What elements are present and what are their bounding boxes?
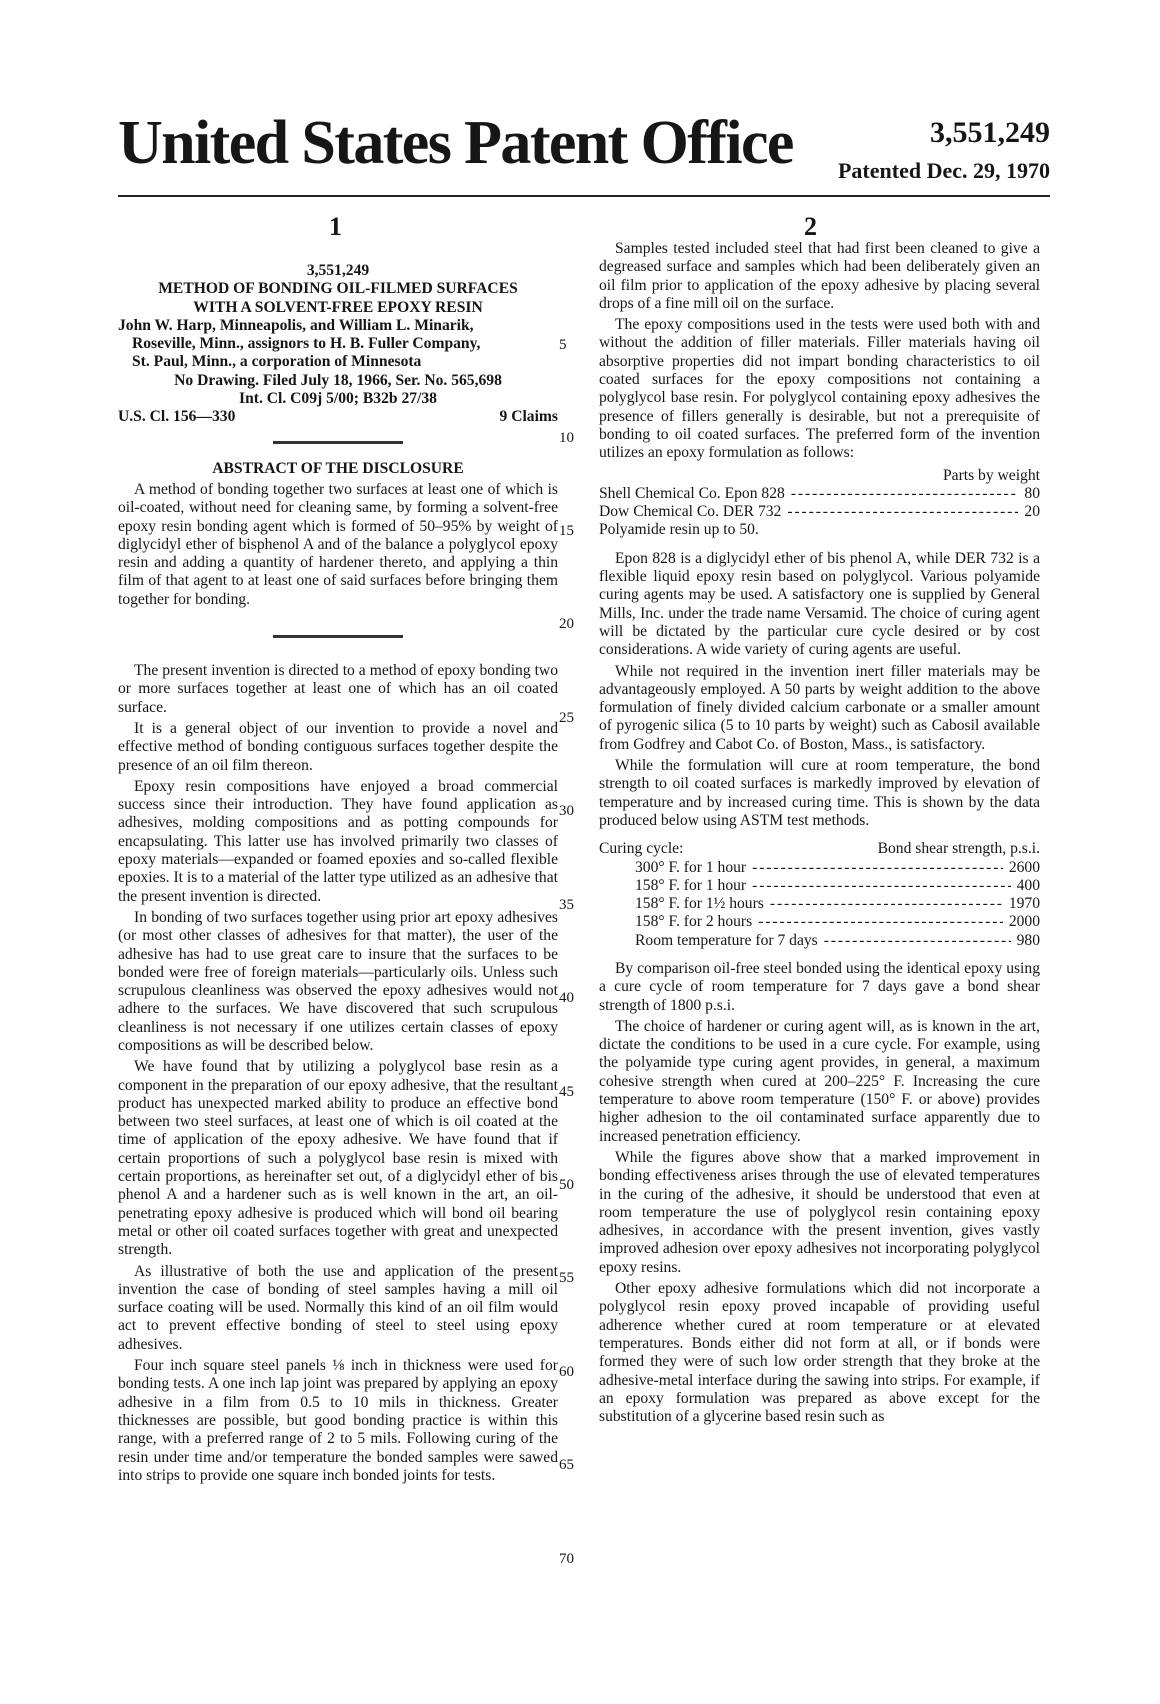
paragraph: We have found that by utilizing a polyglycol base resin as a component in the preparation of our epoxy adhesive, that the resultant product has unexpected marked ability to produce an effective bond between two steel surfaces, at least one of which is oil coated at the time of application of the epoxy adhesive. We have found that if certain proportions of such a polyglycol base resin is mixed with certain proportions, as hereinafter set out, of a diglycidyl ether of bis phenol A and a hardener such as is well known in the art, an oil-penetrating epoxy adhesive is produced which will bond oil bearing metal or other oil coated surfaces together with great and unexpected strength. <box>118 1058 558 1259</box>
leader-dots <box>824 932 1011 950</box>
line-number: 40 <box>559 990 574 1006</box>
paragraph: Four inch square steel panels ⅛ inch in thickness were used for bonding tests. A one inch lap joint was prepared by applying an epoxy adhesive in a film from 0.5 to 10 mils in thickness. Greater thicknesses are possible, but good bonding practice is within this range, with a preferred range of 2 to 5 mils. Following curing of the resin under time and/or temperature the bonded samples were sawed into strips to provide one square inch bonded joints for tests. <box>118 1357 558 1484</box>
paragraph: Epon 828 is a diglycidyl ether of bis phenol A, while DER 732 is a flexible liquid epoxy resin based on polyglycol. Various polyamide curing agents may be used. A satisfactory one is supplied by General Mills, Inc. under the trade name Versamid. The choice of curing agent will be dictated by the particular cure cycle desired or by cost considerations. A wide variety of curing agents are useful. <box>599 549 1040 659</box>
paragraph: The choice of hardener or curing agent will, as is known in the art, dictate the conditions to be used in a cure cycle. For example, using the polyamide type curing agent provides, in general, a maximum cohesive strength when cured at 200–225° F. Increasing the cure temperature to above room temperature (150° F. or above) provides higher adhesion to the oil contaminated surface apparently due to increased penetration efficiency. <box>599 1017 1040 1145</box>
cure-row <box>599 859 1040 877</box>
section-rule <box>273 441 403 444</box>
cure-strength: 2000 <box>1008 913 1040 931</box>
paragraph: While not required in the invention inert filler materials may be advantageously employed. A 50 parts by weight addition to the above formulation of finely divided calcium carbonate or a smaller amount of pyrogenic silica (5 to 10 parts by weight) such as Cabosil available from Godfrey and Cabot Co. of Boston, Mass., is satisfactory. <box>599 662 1040 753</box>
cure-cycle: 158° F. for 2 hours <box>635 913 753 931</box>
line-number: 25 <box>559 710 574 726</box>
formulation-table <box>599 467 1040 540</box>
leader-dots <box>752 877 1011 895</box>
leader-dots <box>770 895 1003 913</box>
formulation-last: Polyamide resin up to 50. <box>599 521 759 539</box>
formulation-row <box>599 485 1040 503</box>
paragraph: Epoxy resin compositions have enjoyed a broad commercial success since their introduction. They have found application as adhesives, molding compositions and as potting compounds for encapsulating. This latter use has involved primarily two classes of epoxy materials—expanded or foamed epoxies and so-called flexible epoxies. It is to a material of the latter type utilized as an adhesive that the present invention is directed. <box>118 777 558 905</box>
filing-line: No Drawing. Filed July 18, 1966, Ser. No. 565,698 <box>174 371 502 389</box>
cure-row <box>599 913 1040 931</box>
line-number: 30 <box>559 803 574 819</box>
patent-number-small: 3,551,249 <box>306 262 370 279</box>
line-number: 55 <box>559 1270 574 1286</box>
claims-count: 9 Claims <box>499 408 558 426</box>
int-cl-line: Int. Cl. C09j 5/00; B32b 27/38 <box>239 390 437 408</box>
line-number: 10 <box>559 430 574 446</box>
paragraph: It is a general object of our invention to provide a novel and effective method of bonding contiguous surfaces together despite the presence of an oil film thereon. <box>118 719 558 774</box>
cure-table <box>599 840 1040 950</box>
paragraph: While the formulation will cure at room temperature, the bond strength to oil coated surfaces is markedly improved by elevation of temperature and by increased curing time. This is shown by the data produced below using ASTM test methods. <box>599 757 1040 829</box>
paragraph: In bonding of two surfaces together using prior art epoxy adhesives (or most other classes of adhesives for that matter), the user of the adhesive has had to use great care to insure that the surfaces to be bonded were free of foreign materials—particularly oils. Unless such scrupulous cleanliness was observed the epoxy adhesives would not adhere to the surfaces. We have discovered that such scrupulous cleanliness is not necessary if one utilizes certain classes of epoxy compositions as will be described below. <box>118 908 558 1054</box>
paragraph: Other epoxy adhesive formulations which did not incorporate a polyglycol resin epoxy proved incapable of providing useful adherence whether cured at room temperature or at elevated temperatures. Bonds either did not form at all, or if bonds were formed they were of such low order strength that they broke at the adhesive-metal interface during the sawing into strips. For example, if an epoxy formulation was prepared as above except for the substitution of a glycerine based resin such as <box>599 1280 1040 1426</box>
cure-strength: 400 <box>1016 876 1040 894</box>
cure-cycle: 300° F. for 1 hour <box>635 858 747 876</box>
strength-col-header: Bond shear strength, p.s.i. <box>877 840 1040 858</box>
inventor-line-1: John W. Harp, Minneapolis, and William L. Minarik, <box>118 316 474 334</box>
us-class: U.S. Cl. 156—330 <box>118 408 236 426</box>
formulation-value: 20 <box>1024 503 1040 521</box>
leader-dots <box>752 859 1003 877</box>
cure-cycle: 158° F. for 1 hour <box>635 876 747 894</box>
cure-row <box>599 932 1040 950</box>
cure-col-header: Curing cycle: <box>599 840 684 858</box>
formulation-name: Dow Chemical Co. DER 732 <box>599 503 782 521</box>
paragraph: While the figures above show that a marked improvement in bonding effectiveness arises through the use of elevated temperatures in the curing of the adhesive, it should be understood that even at room temperature the use of polyglycol resin containing epoxy adhesives, in accordance with the present invention, gives vastly improved adhesion over epoxy adhesives not incorporating polyglycol epoxy resins. <box>599 1148 1040 1276</box>
leader-dots <box>791 485 1019 503</box>
formulation-header: Parts by weight <box>942 466 1040 484</box>
cure-table-header <box>599 840 1040 858</box>
line-number: 20 <box>559 616 574 632</box>
cure-strength: 2600 <box>1008 858 1040 876</box>
section-rule <box>273 635 403 638</box>
cure-row <box>599 877 1040 895</box>
paragraph: Samples tested included steel that had first been cleaned to give a degreased surface and samples which had been deliberately given an oil film prior to application of the epoxy adhesive by placing several drops of a fine mill oil on the surface. <box>599 240 1040 312</box>
abstract-heading: ABSTRACT OF THE DISCLOSURE <box>212 459 464 477</box>
column-number-1: 1 <box>329 212 342 241</box>
patented-date: Patented Dec. 29, 1970 <box>837 158 1050 183</box>
line-number: 15 <box>559 523 574 539</box>
paragraph: The present invention is directed to a method of epoxy bonding two or more surfaces together at least one of which has an oil coated surface. <box>118 662 558 716</box>
paragraph: By comparison oil-free steel bonded using the identical epoxy using a cure cycle of room temperature for 7 days gave a bond shear strength of 1800 p.s.i. <box>599 959 1040 1014</box>
line-number: 50 <box>559 1177 574 1193</box>
formulation-name: Shell Chemical Co. Epon 828 <box>599 484 785 502</box>
line-number: 5 <box>559 337 567 353</box>
leader-dots <box>787 503 1018 521</box>
header-rule <box>118 195 1050 197</box>
office-title: United States Patent Office <box>118 109 793 177</box>
cure-row <box>599 895 1040 913</box>
cure-strength: 1970 <box>1008 895 1040 913</box>
abstract-text: A method of bonding together two surfaces at least one of which is oil-coated, without need for cleaning same, by forming a solvent-free epoxy resin bonding agent which is formed of 50–95% by weight of diglycidyl ether of bisphenol A and of the balance a polyglycol epoxy resin and adding a quantity of hardener thereto, and applying a thin film of that agent to at least one of said surfaces before bringing them together for bonding. <box>118 480 558 608</box>
line-number: 35 <box>559 897 574 913</box>
paragraph: As illustrative of both the use and application of the present invention the case of bonding of steel samples having a mill oil surface coating will be used. Normally this kind of an oil film would act to prevent effective bonding of steel to steel using epoxy adhesives. <box>118 1262 558 1353</box>
line-number: 70 <box>559 1551 574 1567</box>
column-number-2: 2 <box>804 212 817 241</box>
title-line-1: METHOD OF BONDING OIL-FILMED SURFACES <box>158 280 518 298</box>
cure-cycle: Room temperature for 7 days <box>635 931 818 949</box>
formulation-value: 80 <box>1024 484 1040 502</box>
class-claims-row <box>118 408 558 426</box>
patent-number: 3,551,249 <box>930 116 1050 149</box>
right-column <box>599 240 1040 1426</box>
line-number: 45 <box>559 1084 574 1100</box>
paragraph: The epoxy compositions used in the tests were used both with and without the addition of filler materials. Filler materials having oil absorptive properties did not impart bonding characteristics to oil coated surfaces for the epoxy compositions not containing a polyglycol base resin. For polyglycol containing epoxy adhesives the presence of fillers generally is desirable, but not a prerequisite of bonding to oil coated surfaces. The preferred form of the invention utilizes an epoxy formulation as follows: <box>599 316 1040 462</box>
formulation-row <box>599 503 1040 521</box>
line-number: 65 <box>559 1457 574 1473</box>
inventor-line-2: Roseville, Minn., assignors to H. B. Fuller Company, <box>132 335 481 353</box>
line-number: 60 <box>559 1364 574 1380</box>
leader-dots <box>758 913 1003 931</box>
cure-strength: 980 <box>1016 931 1040 949</box>
inventor-line-3: St. Paul, Minn., a corporation of Minnesota <box>132 353 422 371</box>
left-column <box>118 262 558 1485</box>
title-line-2: WITH A SOLVENT-FREE EPOXY RESIN <box>193 298 483 316</box>
cure-cycle: 158° F. for 1½ hours <box>635 895 764 913</box>
